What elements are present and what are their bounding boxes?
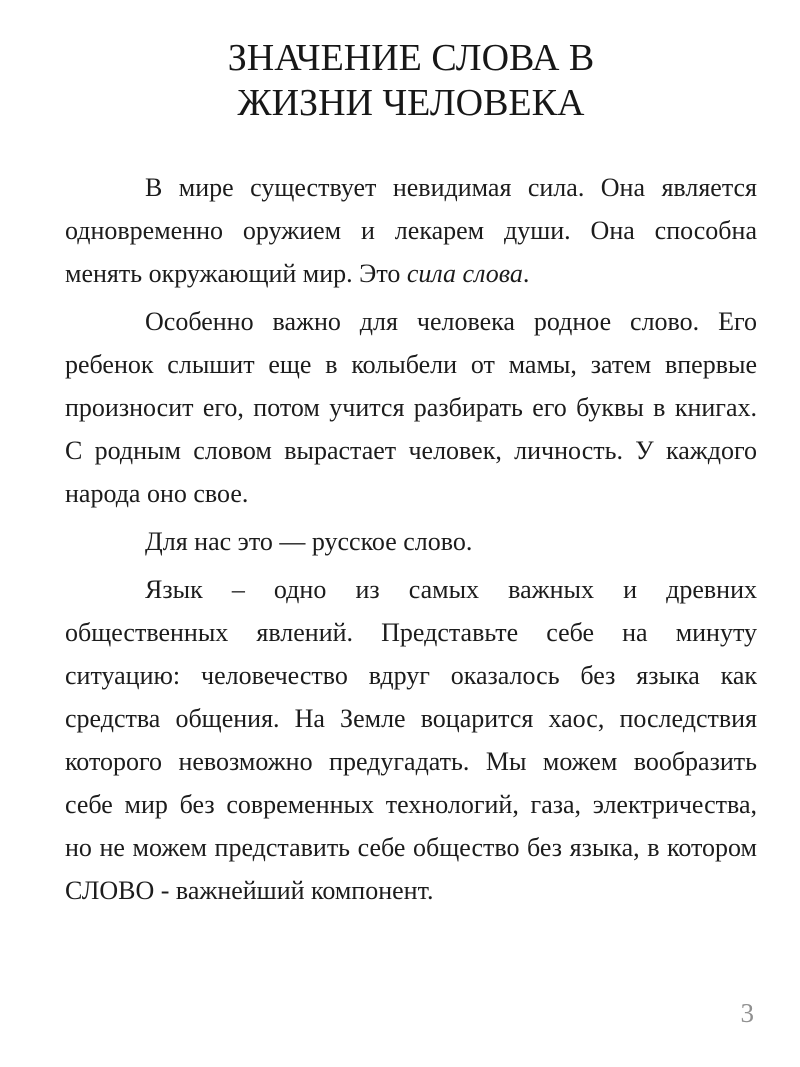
paragraph-1	[65, 166, 757, 295]
italic-phrase: сила слова	[406, 259, 523, 288]
paragraph-4: Язык – одно из самых важных и древних общественных явлений. Представьте себе на минуту ситуацию: человечество вдруг оказалось без языка как средства общения. На Земле воцарится хаос, последствия которого невозможно предугадать. Мы можем вообразить себе мир без современных технологий, газа, электричества, но не можем представить себе общество без языка, в котором СЛОВО - важнейший компонент.	[65, 575, 757, 905]
page-title	[65, 36, 757, 126]
paragraph-2: Особенно важно для человека родное слово. Его ребенок слышит еще в колыбели от мамы, затем впервые произносит его, потом учится разбирать его буквы в книгах. С родным словом вырастает человек, личность. У каждого народа оно свое.	[65, 307, 757, 508]
paragraph-3: Для нас это — русское слово.	[145, 527, 473, 556]
page-title-line-1: ЗНАЧЕНИЕ СЛОВА В	[227, 37, 595, 79]
paragraph-1-period: .	[522, 259, 530, 288]
page-title-line-2: ЖИЗНИ ЧЕЛОВЕКА	[237, 82, 585, 124]
page-number: 3	[740, 998, 754, 1028]
paragraph-1-text: В мире существует невидимая сила. Она является одновременно оружием и лекарем души. Она способна менять окружающий мир. Это	[65, 173, 757, 288]
body-text	[65, 166, 757, 912]
